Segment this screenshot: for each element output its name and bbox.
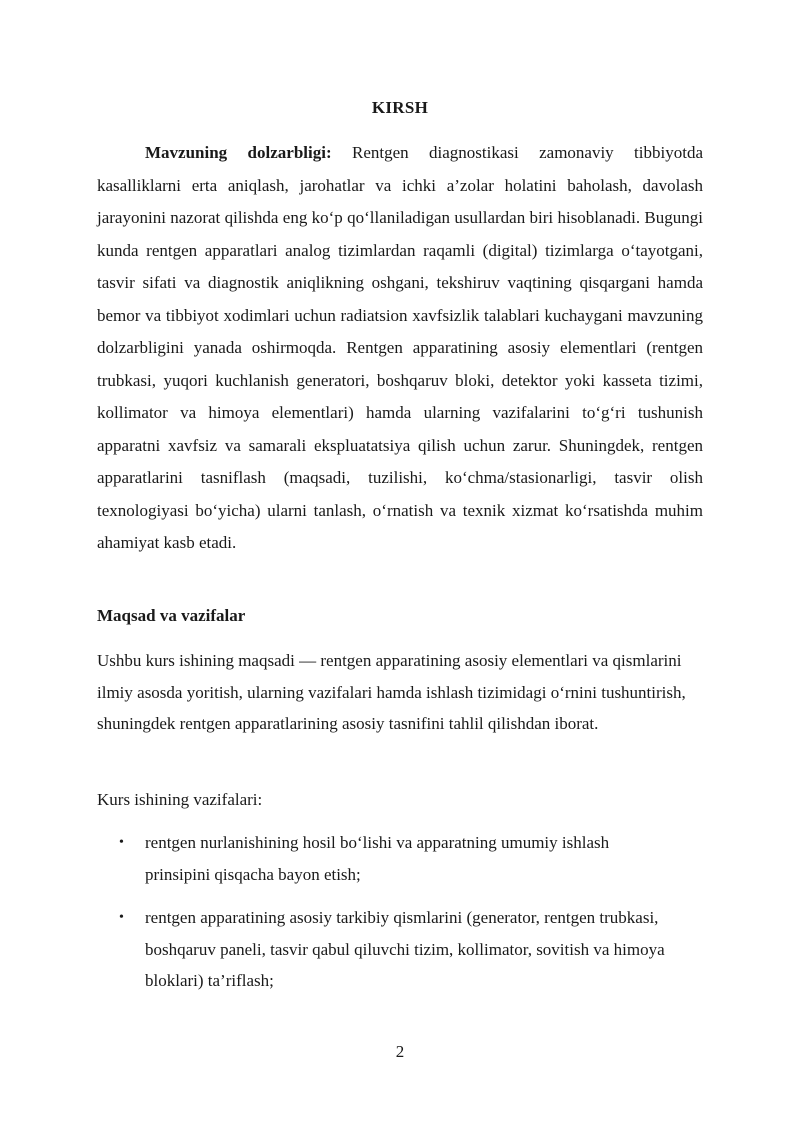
bullet-icon: • — [119, 835, 124, 850]
section-title: KIRSH — [371, 98, 429, 117]
bullet-icon: • — [119, 910, 124, 925]
tasks-list — [97, 827, 703, 1009]
page-number: 2 — [395, 1042, 405, 1061]
goals-heading: Maqsad va vazifalar — [97, 606, 246, 625]
task-text: rentgen apparatining asosiy tarkibiy qismlarini (generator, rentgen trubkasi, boshqaruv paneli, tasvir qabul qiluvchi tizim, kollimator, sovitish va himoya bloklari) ta’riflash; — [145, 908, 665, 990]
relevance-label: Mavzuning dolzarbligi: — [145, 143, 332, 162]
relevance-text: Rentgen diagnostikasi zamonaviy tibbiyotda kasalliklarni erta aniqlash, jarohatlar va ichki a’zolar holatini baholash, davolash jarayonini nazorat qilishda eng ko‘p qo‘llaniladigan usullardan biri hisoblanadi. Bugungi kunda rentgen apparatlari analog tizimlardan raqamli (digital) tizimlarga o‘tayotgani, tasvir sifati va diagnostik aniqlikning oshgani, tekshiruv vaqtining qisqargani hamda bemor va tibbiyot xodimlari uchun radiatsion xavfsizlik talablari kuchaygani mavzuning dolzarbligini yanada oshirmoqda. Rentgen apparatining asosiy elementlari (rentgen trubkasi, yuqori kuchlanish generatori, boshqaruv bloki, detektor yoki kasseta tizimi, kollimator va himoya elementlari) hamda ularning vazifalarini to‘g‘ri tushunish apparatni xavfsiz va samarali ekspluatatsiya qilish uchun zarur. Shuningdek, rentgen apparatlarini tasniflash (maqsadi, tuzilishi, ko‘chma/stasionarligi, tasvir olish texnologiyasi bo‘yicha) ularni tanlash, o‘rnatish va texnik xizmat ko‘rsatishda muhim ahamiyat kasb etadi. — [97, 143, 703, 552]
task-text: rentgen nurlanishining hosil bo‘lishi va apparatning umumiy ishlash prinsipini qisqacha bayon etish; — [145, 833, 610, 884]
document-page — [97, 0, 703, 1131]
list-item — [97, 827, 675, 890]
aim-paragraph: Ushbu kurs ishining maqsadi — rentgen apparatining asosiy elementlari va qismlarini ilmiy asosda yoritish, ularning vazifalari hamda ishlash tizimidagi o‘rnini tushuntirish, shuningdek rentgen apparatlarining asosiy tasnifini tahlil qilishdan iborat. — [97, 651, 686, 733]
relevance-paragraph — [97, 137, 703, 560]
list-item — [97, 902, 675, 997]
tasks-label: Kurs ishining vazifalari: — [97, 790, 263, 809]
